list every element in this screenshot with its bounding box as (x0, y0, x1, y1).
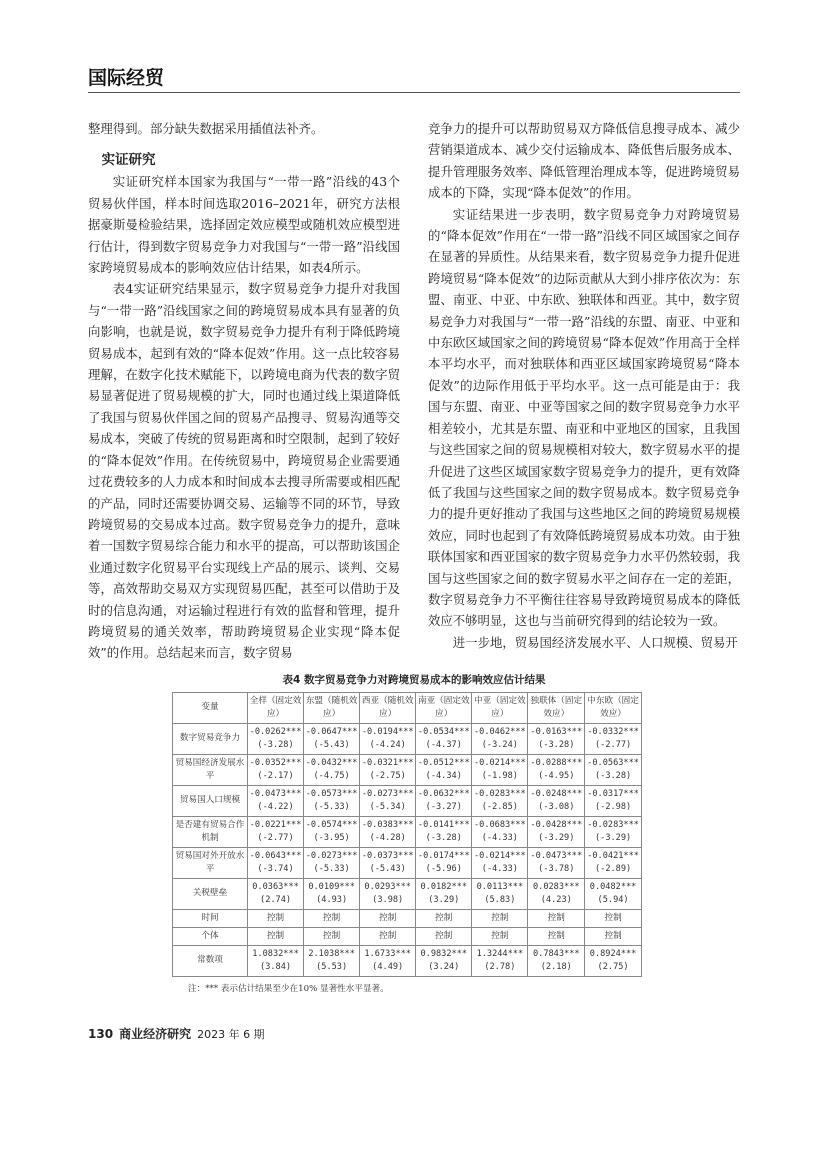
estimate-cell (248, 754, 304, 785)
coefficient: -0.0273*** (361, 788, 414, 799)
paragraph: 整理得到。部分缺失数据采用插值法补齐。 (88, 121, 324, 136)
coefficient: -0.0288*** (530, 757, 583, 768)
column-header: 全样（固定效应） (248, 692, 304, 723)
t-statistic: (5.83) (484, 894, 516, 905)
paragraph: 实证结果进一步表明，数字贸易竞争力对跨境贸易的“降本促效”作用在“一带一路”沿线不同区域国家之间存在显著的异质性。从结果来看，数字贸易竞争力提升促进跨境贸易“降本促效”的边际贡献从大到小排序依次为：东盟、南亚、中亚、中东欧、独联体和西亚。其中，数字贸易竞争力对我国与“一带一路”沿线的东盟、南亚、中亚和中东欧区域国家之间的跨境贸易“降本促效”作用高于全样本平均水平，而对独联体和西亚区域国家跨境贸易“降本促效”的边际作用低于平均水平。这一点可能是由于：我国与东盟、南亚、中亚等国家之间的数字贸易竞争力水平相差较小，尤其是东盟、南亚和中亚地区的国家，且我国与这些国家之间的贸易规模相对较大，数字贸易水平的提升促进了这些区域国家数字贸易竞争力的提升，更有效降低了我国与这些国家之间的数字贸易成本。数字贸易竞争力的提升更好推动了我国与这些地区之间的跨境贸易规模效应，同时也起到了有效降低跨境贸易成本功效。由于独联体国家和西亚国家的数字贸易竞争力水平仍然较弱，我国与这些国家之间的数字贸易水平之间存在一定的差距，数字贸易竞争力不平衡往往容易导致跨境贸易成本的降低效应不够明显，这也与当前研究得到的结论较为一致。 (428, 206, 740, 629)
page-footer (88, 1026, 740, 1043)
control-cell: 控制 (248, 909, 304, 927)
control-cell: 控制 (304, 909, 360, 927)
paragraph: 表4实证研究结果显示，数字贸易竞争力提升对我国与“一带一路”沿线国家之间的跨境贸易成本具有显著的负向影响，也就是说，数字贸易竞争力提升有利于降低跨境贸易成本，起到有效的“降本促效”作用。这一点比较容易理解，在数字化技术赋能下，以跨境电商为代表的数字贸易显著促进了贸易规模的扩大，同时也通过线上渠道降低了我国与贸易伙伴国之间的贸易产品搜寻、贸易沟通等交易成本，突破了传统的贸易距离和时空限制，起到了较好的“降本促效”作用。在传统贸易中，跨境贸易企业需要通过花费较多的人力成本和时间成本去搜寻所需要或相匹配的产品，同时还需要协调交易、运输等不同的环节，导致跨境贸易的交易成本过高。数字贸易竞争力的提升，意味着一国数字贸易综合能力和水平的提高，可以帮助该国企业通过数字化贸易平台实现线上产品的展示、谈判、交易等，高效帮助交易双方实现贸易匹配，甚至可以借助于及时的信息沟通，对运输过程进行有效的监督和管理，提升跨境贸易的通关效率，帮助跨境贸易企业实现“降本促效”的作用。总结起来而言，数字贸易 (88, 281, 400, 661)
coefficient: 1.6733*** (364, 948, 411, 959)
t-statistic: (-3.28) (425, 832, 462, 843)
coefficient: -0.0373*** (361, 850, 414, 861)
control-cell: 控制 (472, 927, 528, 945)
t-statistic: (-2.17) (257, 770, 294, 781)
coefficient: -0.0273*** (305, 850, 358, 861)
t-statistic: (-2.77) (594, 739, 632, 750)
t-statistic: (-2.75) (369, 770, 406, 781)
t-statistic: (-3.95) (313, 832, 350, 843)
coefficient: 0.0113*** (476, 881, 524, 892)
coefficient: -0.0421*** (587, 850, 639, 861)
coefficient: -0.0194*** (361, 726, 414, 737)
column-header: 东盟（随机效应） (304, 692, 360, 723)
control-cell: 控制 (472, 909, 528, 927)
page-number: 130 (88, 1026, 114, 1041)
t-statistic: (-3.29) (594, 832, 632, 843)
coefficient: -0.0141*** (417, 819, 470, 830)
t-statistic: (-4.33) (481, 863, 518, 874)
table-header-row (173, 692, 642, 723)
coefficient: -0.0174*** (417, 850, 470, 861)
estimate-cell (585, 723, 642, 754)
variable-name: 贸易国对外开放水平 (173, 847, 248, 878)
body-columns (88, 118, 740, 664)
coefficient: -0.0473*** (249, 788, 302, 799)
coefficient: 1.0832*** (252, 948, 299, 959)
table-caption: 表4 数字贸易竞争力对跨境贸易成本的影响效应估计结果 (282, 673, 546, 686)
t-statistic: (-3.74) (257, 863, 294, 874)
section-title: 国际经贸 (88, 67, 165, 89)
estimate-cell (528, 878, 585, 909)
coefficient: 0.0482*** (589, 881, 637, 892)
t-statistic: (-4.28) (369, 832, 406, 843)
t-statistic: (4.23) (540, 894, 572, 905)
coefficient: -0.0248*** (530, 788, 583, 799)
estimate-cell (472, 816, 528, 847)
coefficient: -0.0683*** (473, 819, 526, 830)
column-header: 变量 (173, 692, 248, 723)
t-statistic: (-2.98) (594, 801, 632, 812)
coefficient: -0.0283*** (587, 819, 639, 830)
estimate-cell (416, 878, 472, 909)
journal-name: 商业经济研究 (119, 1026, 192, 1041)
estimate-cell (585, 754, 642, 785)
left-column (88, 118, 400, 664)
column-header: 独联体（固定效应） (528, 692, 585, 723)
control-cell: 控制 (248, 927, 304, 945)
estimate-cell (585, 785, 642, 816)
coefficient: -0.0647*** (305, 726, 358, 737)
estimate-cell (528, 754, 585, 785)
estimate-cell (416, 723, 472, 754)
variable-name: 关税壁垒 (173, 878, 248, 909)
t-statistic: (-3.28) (594, 770, 632, 781)
column-header: 中亚（固定效应） (472, 692, 528, 723)
t-statistic: (-3.78) (538, 863, 575, 874)
table-wrapper (172, 692, 642, 977)
coefficient: -0.0317*** (587, 788, 639, 799)
coefficient: 0.0293*** (364, 881, 411, 892)
t-statistic: (3.29) (428, 894, 460, 905)
table-row (173, 723, 642, 754)
table-row (173, 945, 642, 976)
coefficient: 0.0109*** (308, 881, 355, 892)
coefficient: -0.0214*** (473, 850, 526, 861)
t-statistic: (5.94) (597, 894, 629, 905)
coefficient: 1.3244*** (476, 948, 524, 959)
estimate-cell (416, 847, 472, 878)
estimate-cell (416, 945, 472, 976)
coefficient: -0.0473*** (530, 850, 583, 861)
estimate-cell (472, 754, 528, 785)
t-statistic: (-3.27) (425, 801, 462, 812)
estimate-cell (472, 878, 528, 909)
t-statistic: (-4.22) (257, 801, 294, 812)
coefficient: 0.9832*** (420, 948, 468, 959)
estimate-cell (248, 878, 304, 909)
coefficient: -0.0563*** (587, 757, 639, 768)
coefficient: -0.0534*** (417, 726, 470, 737)
coefficient: -0.0432*** (305, 757, 358, 768)
control-cell: 控制 (416, 909, 472, 927)
t-statistic: (3.84) (260, 961, 292, 972)
estimate-cell (304, 816, 360, 847)
table-note: 注：*** 表示估计结果至少在10% 显著性水平显著。 (188, 983, 389, 994)
variable-name: 是否建有贸易合作机制 (173, 816, 248, 847)
coefficient: 0.0182*** (420, 881, 468, 892)
variable-name: 常数项 (173, 945, 248, 976)
estimate-cell (585, 945, 642, 976)
estimate-cell (472, 723, 528, 754)
coefficient: -0.0332*** (587, 726, 639, 737)
coefficient: -0.0321*** (361, 757, 414, 768)
t-statistic: (4.49) (372, 961, 404, 972)
estimate-cell (304, 723, 360, 754)
t-statistic: (2.74) (260, 894, 292, 905)
column-header: 南亚（固定效应） (416, 692, 472, 723)
estimate-cell (472, 785, 528, 816)
control-row (173, 927, 642, 945)
right-column (428, 118, 740, 664)
coefficient: -0.0383*** (361, 819, 414, 830)
coefficient: 0.0283*** (532, 881, 580, 892)
variable-name: 贸易国人口规模 (173, 785, 248, 816)
coefficient: -0.0262*** (249, 726, 302, 737)
estimate-cell (416, 754, 472, 785)
coefficient: -0.0163*** (530, 726, 583, 737)
issue: 2023 年 6 期 (197, 1027, 265, 1041)
paragraph: 实证研究样本国家为我国与“一带一路”沿线的43个贸易伙伴国，样本时间选取2016–2021年，研究方法根据豪斯曼检验结果，选择固定效应模型或随机效应模型进行估计，得到数字贸易竞争力对我国与“一带一路”沿线国家跨境贸易成本的影响效应估计结果，如表4所示。 (88, 174, 400, 276)
table-row (173, 754, 642, 785)
estimate-cell (248, 723, 304, 754)
t-statistic: (-5.33) (313, 863, 350, 874)
estimate-cell (528, 847, 585, 878)
coefficient: -0.0573*** (305, 788, 358, 799)
t-statistic: (2.78) (484, 961, 516, 972)
table-row (173, 878, 642, 909)
estimate-cell (304, 785, 360, 816)
t-statistic: (3.98) (372, 894, 404, 905)
estimate-cell (528, 723, 585, 754)
t-statistic: (-1.98) (481, 770, 518, 781)
variable-name: 时间 (173, 909, 248, 927)
column-header: 西亚（随机效应） (360, 692, 416, 723)
control-cell: 控制 (528, 927, 585, 945)
table-row (173, 847, 642, 878)
estimate-cell (472, 847, 528, 878)
t-statistic: (-5.43) (313, 739, 350, 750)
control-cell: 控制 (304, 927, 360, 945)
control-cell: 控制 (585, 909, 642, 927)
control-cell: 控制 (585, 927, 642, 945)
control-cell: 控制 (360, 909, 416, 927)
estimate-cell (304, 945, 360, 976)
estimate-cell (472, 945, 528, 976)
paragraph: 竞争力的提升可以帮助贸易双方降低信息搜寻成本、减少营销渠道成本、减少交付运输成本、降低售后服务成本、提升管理服务效率、降低管理治理成本等，促进跨境贸易成本的下降，实现“降本促效”的作用。 (428, 121, 740, 201)
estimate-cell (248, 945, 304, 976)
column-header: 中东欧（固定效应） (585, 692, 642, 723)
t-statistic: (2.75) (597, 961, 629, 972)
estimate-cell (360, 785, 416, 816)
control-cell: 控制 (528, 909, 585, 927)
estimate-cell (248, 785, 304, 816)
estimate-cell (528, 945, 585, 976)
coefficient: -0.0574*** (305, 819, 358, 830)
table-row (173, 816, 642, 847)
t-statistic: (-4.95) (538, 770, 575, 781)
t-statistic: (-3.24) (481, 739, 518, 750)
estimate-cell (248, 816, 304, 847)
t-statistic: (3.24) (428, 961, 460, 972)
header-rule (88, 92, 740, 93)
estimate-cell (528, 816, 585, 847)
estimate-cell (585, 847, 642, 878)
estimate-cell (360, 878, 416, 909)
coefficient: -0.0221*** (249, 819, 302, 830)
coefficient: 0.0363*** (252, 881, 299, 892)
estimate-cell (360, 754, 416, 785)
coefficient: 0.7843*** (532, 948, 580, 959)
coefficient: -0.0632*** (417, 788, 470, 799)
estimate-cell (416, 816, 472, 847)
estimate-cell (360, 723, 416, 754)
t-statistic: (-5.43) (369, 863, 406, 874)
t-statistic: (-5.33) (313, 801, 350, 812)
estimate-cell (304, 847, 360, 878)
control-row (173, 909, 642, 927)
t-statistic: (2.18) (540, 961, 572, 972)
estimate-cell (360, 816, 416, 847)
coefficient: -0.0283*** (473, 788, 526, 799)
paragraph: 进一步地，贸易国经济发展水平、人口规模、贸易开 (452, 634, 738, 650)
estimate-cell (585, 878, 642, 909)
estimate-cell (416, 785, 472, 816)
estimate-cell (585, 816, 642, 847)
coefficient: -0.0352*** (249, 757, 302, 768)
coefficient: 2.1038*** (308, 948, 355, 959)
t-statistic: (-3.28) (257, 739, 294, 750)
t-statistic: (-4.34) (425, 770, 462, 781)
variable-name: 贸易国经济发展水平 (173, 754, 248, 785)
t-statistic: (-3.08) (538, 801, 575, 812)
section-heading: 实证研究 (101, 152, 156, 169)
t-statistic: (-5.34) (369, 801, 406, 812)
t-statistic: (-2.89) (594, 863, 632, 874)
t-statistic: (5.53) (316, 961, 348, 972)
results-table (172, 692, 642, 977)
t-statistic: (-4.33) (481, 832, 518, 843)
estimate-cell (304, 878, 360, 909)
variable-name: 数字贸易竞争力 (173, 723, 248, 754)
t-statistic: (4.93) (316, 894, 348, 905)
coefficient: -0.0462*** (473, 726, 526, 737)
t-statistic: (-3.29) (538, 832, 575, 843)
t-statistic: (-4.37) (425, 739, 462, 750)
estimate-cell (304, 754, 360, 785)
control-cell: 控制 (416, 927, 472, 945)
estimate-cell (360, 945, 416, 976)
t-statistic: (-5.96) (425, 863, 462, 874)
t-statistic: (-4.24) (369, 739, 406, 750)
estimate-cell (248, 847, 304, 878)
t-statistic: (-3.28) (538, 739, 575, 750)
estimate-cell (360, 847, 416, 878)
estimate-cell (528, 785, 585, 816)
coefficient: -0.0214*** (473, 757, 526, 768)
coefficient: 0.8924*** (589, 948, 637, 959)
t-statistic: (-4.75) (313, 770, 350, 781)
coefficient: -0.0643*** (249, 850, 302, 861)
table-row (173, 785, 642, 816)
control-cell: 控制 (360, 927, 416, 945)
t-statistic: (-2.85) (481, 801, 518, 812)
t-statistic: (-2.77) (257, 832, 294, 843)
coefficient: -0.0428*** (530, 819, 583, 830)
variable-name: 个体 (173, 927, 248, 945)
coefficient: -0.0512*** (417, 757, 470, 768)
